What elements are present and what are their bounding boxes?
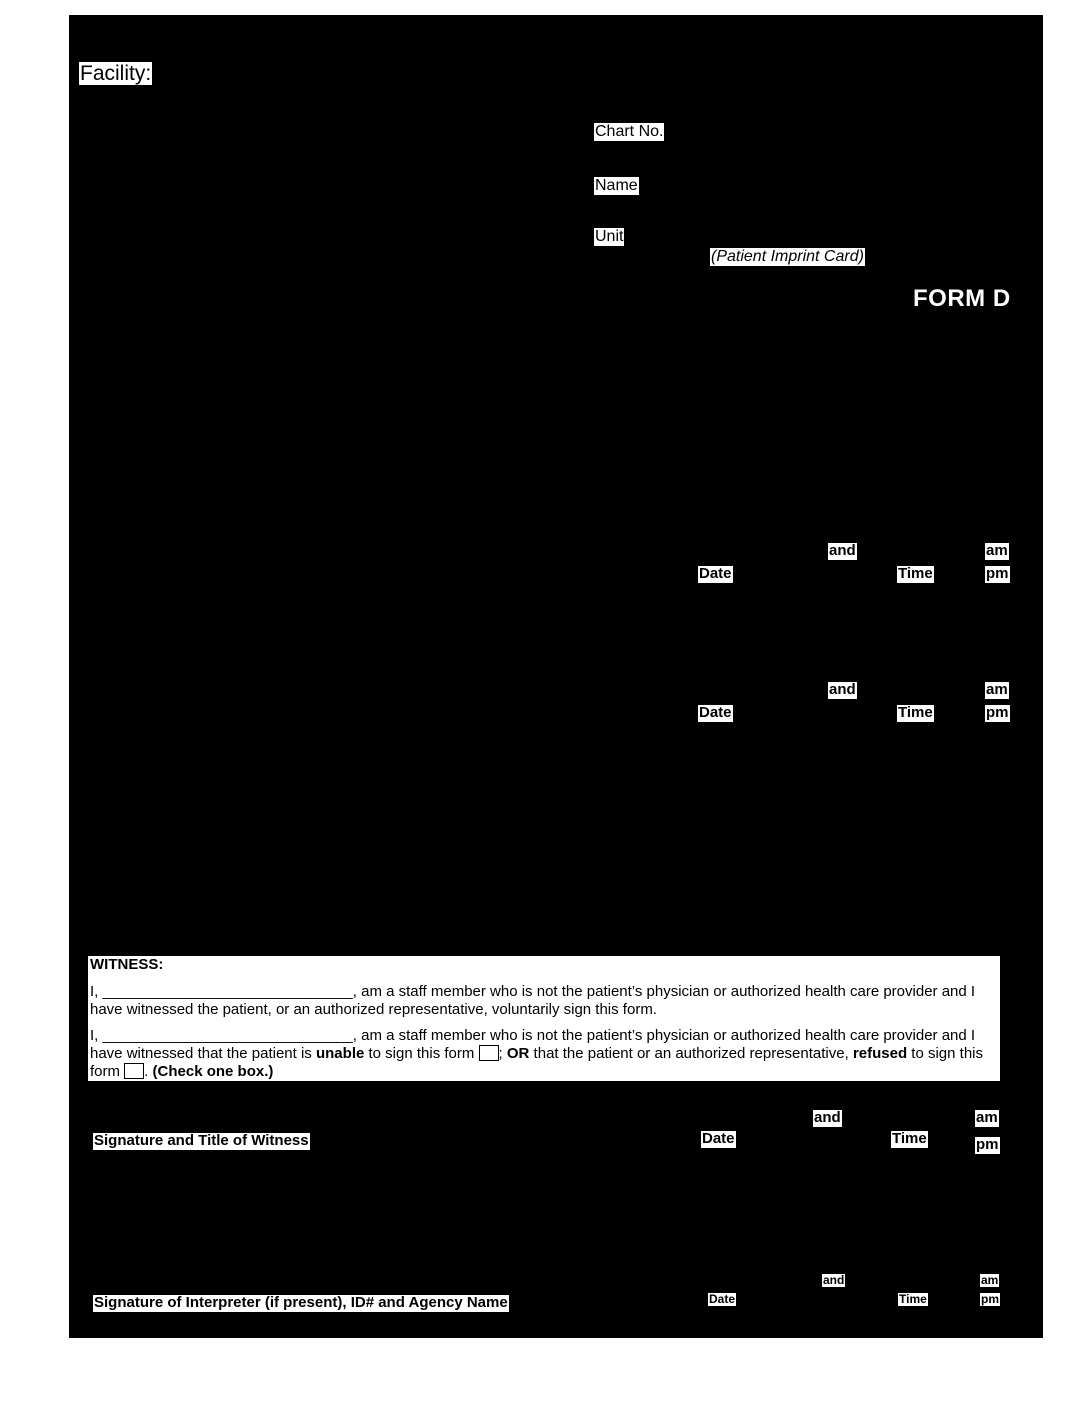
witness-signature-label: Signature and Title of Witness	[94, 1132, 309, 1149]
statement-text: to sign this form	[364, 1045, 479, 1062]
statement-text: to sign this form	[90, 1045, 983, 1080]
statement-text: I, ______________________________, am a staff member who is not the patient’s physician or authorized health care provider and I have witnessed that the patient is	[90, 1027, 976, 1062]
or-text: OR	[506, 1045, 530, 1062]
semicolon: ;	[498, 1045, 507, 1062]
am-label: am	[986, 681, 1008, 698]
am-label: am	[986, 542, 1008, 559]
refused-text: refused	[852, 1045, 908, 1062]
pm-label: pm	[981, 1292, 999, 1306]
check-one-instruction: (Check one box.)	[152, 1063, 274, 1080]
time-label: Time	[899, 1292, 927, 1306]
and-label: and	[823, 1273, 845, 1287]
facility-label: Facility:	[80, 62, 152, 85]
unable-checkbox[interactable]	[479, 1045, 499, 1061]
name-label: Name	[595, 177, 638, 194]
patient-imprint-label: (Patient Imprint Card)	[711, 248, 864, 265]
pm-label: pm	[986, 565, 1009, 582]
unit-label: Unit	[595, 228, 624, 245]
witness-statement-voluntary: I, ______________________________, am a staff member who is not the patient’s physician or authorized health care provider and I have witnessed the patient, or an authorized representative, voluntarily sign this form.	[90, 983, 976, 1018]
chart-number-label: Chart No.	[595, 123, 664, 140]
and-label: and	[829, 542, 856, 559]
am-label: am	[976, 1109, 998, 1126]
date-label: Date	[699, 704, 732, 721]
interpreter-signature-label: Signature of Interpreter (if present), ID# and Agency Name	[94, 1294, 508, 1311]
date-label: Date	[702, 1130, 735, 1147]
am-label: am	[981, 1273, 999, 1287]
date-label: Date	[699, 565, 732, 582]
time-label: Time	[898, 565, 933, 582]
pm-label: pm	[986, 704, 1009, 721]
form-title: FORM D	[913, 285, 1011, 312]
unable-text: unable	[315, 1045, 365, 1062]
statement-text: that the patient or an authorized representative,	[529, 1045, 853, 1062]
witness-section	[88, 956, 1000, 1081]
refused-checkbox[interactable]	[124, 1063, 144, 1079]
period: .	[144, 1063, 153, 1080]
and-label: and	[829, 681, 856, 698]
witness-heading: WITNESS:	[90, 956, 164, 973]
pm-label: pm	[976, 1136, 999, 1153]
and-label: and	[814, 1109, 841, 1126]
time-label: Time	[898, 704, 933, 721]
witness-statement-unable-refused	[90, 1027, 998, 1081]
date-label: Date	[709, 1292, 736, 1306]
time-label: Time	[892, 1130, 927, 1147]
